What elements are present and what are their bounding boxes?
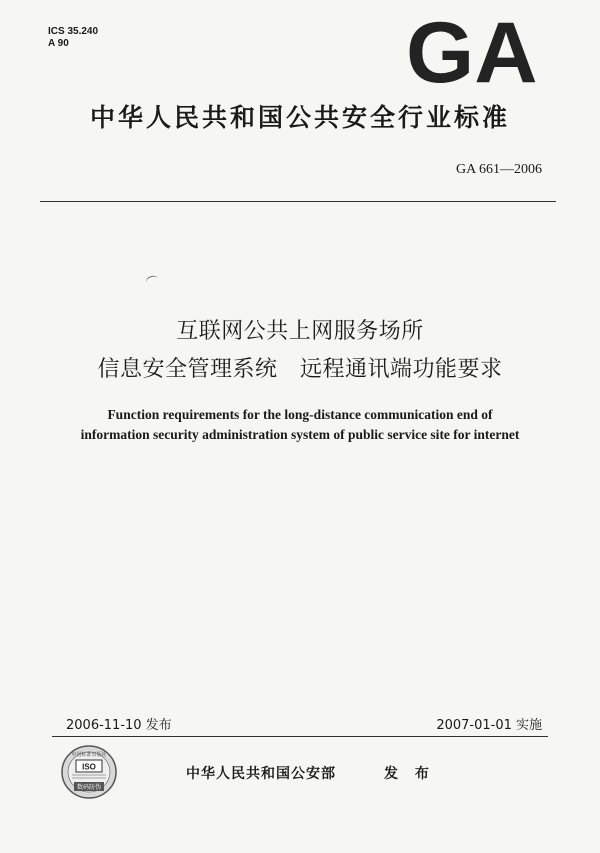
anti-counterfeit-seal-icon [60,744,118,800]
publish-label: 发 布 [384,766,435,782]
top-divider [40,201,556,202]
english-title-line-2: information security administration system of public service site for internet [80,427,520,442]
issue-date: 2006-11-10 发布 [66,718,172,733]
classification-codes [48,26,98,50]
scan-mark [145,274,159,287]
bottom-divider [52,736,548,737]
seal-bottom-text: 数码防伪 [76,784,102,791]
chinese-title-line-1: 互联网公共上网服务场所 [176,319,424,344]
implementation-date: 2007-01-01 实施 [436,718,542,733]
ics-code: ICS 35.240 [48,26,99,37]
standard-category-title: 中华人民共和国公共安全行业标准 [89,103,510,132]
standard-number: GA 661—2006 [456,162,542,177]
chinese-title-line-2: 信息安全管理系统 远程通讯端功能要求 [97,357,503,382]
seal-top-text: 中国标准出版社 [71,752,107,758]
ccs-code: A 90 [48,38,69,49]
publisher-name: 中华人民共和国公安部 [186,766,336,782]
ga-logo: GA [406,5,538,101]
english-title-line-1: Function requirements for the long-distance communication end of [107,407,493,422]
seal-badge-text: ISO [82,762,96,772]
